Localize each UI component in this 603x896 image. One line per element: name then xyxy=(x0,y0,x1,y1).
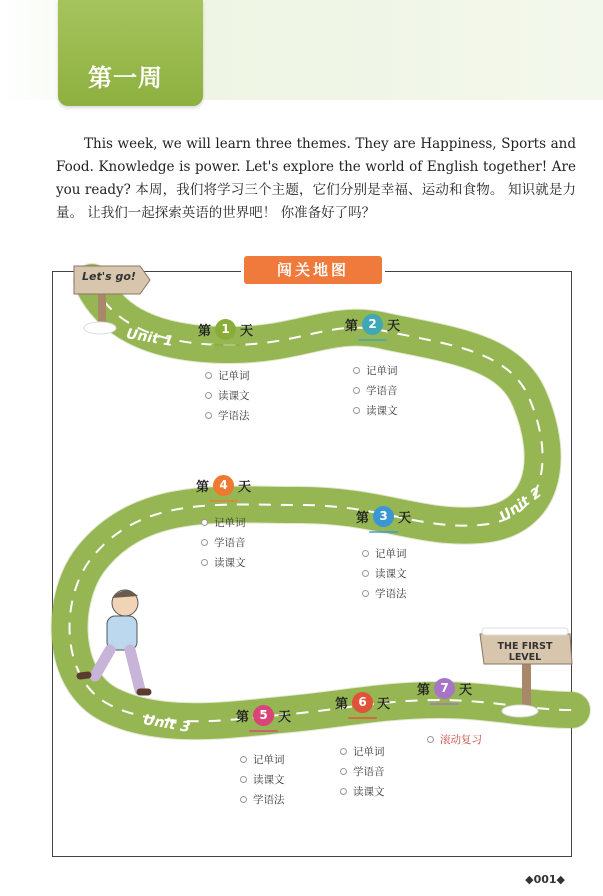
day-prefix: 第 xyxy=(417,683,431,698)
day-2-marker xyxy=(345,314,400,335)
day-5-marker xyxy=(236,705,291,726)
page-number-text: 001 xyxy=(533,873,557,886)
unit-1-label: Unit 1 xyxy=(124,326,175,350)
page-number xyxy=(525,873,565,886)
task-label: 记单词 xyxy=(366,364,398,377)
task-label: 学语音 xyxy=(214,536,246,549)
bullet-icon xyxy=(353,367,360,374)
task-item xyxy=(353,400,398,420)
diamond-icon: ◆ xyxy=(556,873,565,886)
task-label: 学语法 xyxy=(218,409,250,422)
task-item xyxy=(362,543,407,563)
day-number-badge: 5 xyxy=(253,705,274,726)
bullet-icon xyxy=(205,392,212,399)
task-label: 记单词 xyxy=(375,547,407,560)
bullet-icon xyxy=(240,776,247,783)
day-7-tasks xyxy=(427,729,482,749)
day-prefix: 第 xyxy=(196,480,210,495)
day-prefix: 第 xyxy=(198,324,212,339)
day-4-tasks xyxy=(201,512,246,572)
bullet-icon xyxy=(353,407,360,414)
unit-2-label: Unit 2 xyxy=(496,484,545,526)
day-2-tasks xyxy=(353,360,398,420)
map-title: 闯关地图 xyxy=(244,256,382,284)
task-item xyxy=(240,769,285,789)
task-item xyxy=(201,512,246,532)
day-number-badge: 3 xyxy=(373,506,394,527)
day-prefix: 第 xyxy=(236,710,250,725)
task-item xyxy=(205,385,250,405)
end-sign-label: THE FIRST LEVEL xyxy=(497,641,553,663)
day-prefix: 第 xyxy=(335,697,349,712)
task-label: 读课文 xyxy=(218,389,250,402)
intro-text: This week, we will learn three themes. They are Happiness, Sports and Food. Knowledge is power. Let's explore the world of English together! Are you ready? 本周，我们将学习三个主题，它们分别是幸福、运动和食物。 知识就是力量。 让我们一起探索英语的世界吧！ 你准备好了吗？ xyxy=(56,136,576,221)
day-1-tasks xyxy=(205,365,250,425)
day-suffix: 天 xyxy=(278,710,292,725)
day-suffix: 天 xyxy=(459,683,473,698)
task-item xyxy=(362,563,407,583)
day-number-badge: 4 xyxy=(213,475,234,496)
day-number-badge: 1 xyxy=(215,319,236,340)
task-item xyxy=(205,405,250,425)
task-label: 记单词 xyxy=(253,753,285,766)
start-sign-label: Let's go! xyxy=(82,270,136,283)
bullet-icon xyxy=(362,590,369,597)
day-4-marker xyxy=(196,475,251,496)
task-item xyxy=(340,781,385,801)
task-label: 读课文 xyxy=(253,773,285,786)
task-item xyxy=(240,749,285,769)
task-item xyxy=(340,741,385,761)
day-3-marker xyxy=(356,506,411,527)
bullet-icon xyxy=(240,756,247,763)
day-prefix: 第 xyxy=(356,511,370,526)
task-label: 读课文 xyxy=(353,785,385,798)
day-6-tasks xyxy=(340,741,385,801)
task-label: 读课文 xyxy=(375,567,407,580)
week-title: 第一周 xyxy=(88,64,163,92)
day-prefix: 第 xyxy=(345,319,359,334)
task-label: 读课文 xyxy=(366,404,398,417)
day-suffix: 天 xyxy=(238,480,252,495)
task-item xyxy=(240,789,285,809)
bullet-icon xyxy=(201,519,208,526)
task-item xyxy=(340,761,385,781)
bullet-icon xyxy=(240,796,247,803)
bullet-icon xyxy=(362,550,369,557)
task-item xyxy=(353,380,398,400)
day-6-marker xyxy=(335,692,390,713)
task-item xyxy=(353,360,398,380)
bullet-icon xyxy=(340,768,347,775)
unit-3-label: Unit 3 xyxy=(141,712,192,736)
bullet-icon xyxy=(201,539,208,546)
task-item xyxy=(362,583,407,603)
bullet-icon xyxy=(201,559,208,566)
day-5-tasks xyxy=(240,749,285,809)
bullet-icon xyxy=(427,736,434,743)
task-label: 记单词 xyxy=(353,745,385,758)
task-item xyxy=(201,552,246,572)
day-suffix: 天 xyxy=(387,319,401,334)
task-label: 记单词 xyxy=(214,516,246,529)
bullet-icon xyxy=(205,372,212,379)
day-number-badge: 2 xyxy=(362,314,383,335)
day-suffix: 天 xyxy=(377,697,391,712)
bullet-icon xyxy=(205,412,212,419)
day-number-badge: 6 xyxy=(352,692,373,713)
task-label: 记单词 xyxy=(218,369,250,382)
bullet-icon xyxy=(362,570,369,577)
task-label: 学语法 xyxy=(253,793,285,806)
day-number-badge: 7 xyxy=(434,678,455,699)
task-label: 滚动复习 xyxy=(440,733,482,746)
task-item xyxy=(201,532,246,552)
bullet-icon xyxy=(340,748,347,755)
task-label: 学语法 xyxy=(375,587,407,600)
day-1-marker xyxy=(198,319,253,340)
task-label: 学语音 xyxy=(353,765,385,778)
bullet-icon xyxy=(340,788,347,795)
task-label: 读课文 xyxy=(214,556,246,569)
diamond-icon: ◆ xyxy=(525,873,534,886)
bullet-icon xyxy=(353,387,360,394)
task-label: 学语音 xyxy=(366,384,398,397)
day-suffix: 天 xyxy=(240,324,254,339)
day-suffix: 天 xyxy=(398,511,412,526)
day-3-tasks xyxy=(362,543,407,603)
day-7-marker xyxy=(417,678,472,699)
task-item xyxy=(205,365,250,385)
task-item xyxy=(427,729,482,749)
